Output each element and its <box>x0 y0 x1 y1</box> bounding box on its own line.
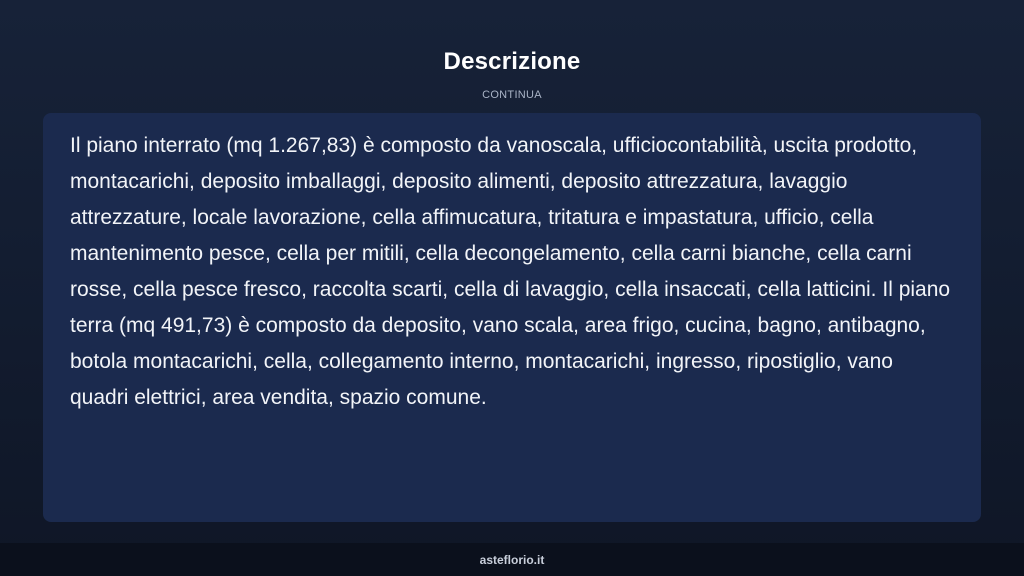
description-card <box>43 113 981 522</box>
description-text: Il piano interrato (mq 1.267,83) è composto da vanoscala, ufficiocontabilità, uscita prodotto, montacarichi, deposito imballaggi, deposito alimenti, deposito attrezzatura, lavaggio attrezzature, locale lavorazione, cella affimucatura, tritatura e impastatura, ufficio, cella mantenimento pesce, cella per mitili, cella decongelamento, cella carni bianche, cella carni rosse, cella pesce fresco, raccolta scarti, cella di lavaggio, cella insaccati, cella latticini. Il piano terra (mq 491,73) è composto da deposito, vano scala, area frigo, cucina, bagno, antibagno, botola montacarichi, cella, collegamento interno, montacarichi, ingresso, ripostiglio, vano quadri elettrici, area vendita, spazio comune. <box>70 134 951 409</box>
continued-label: CONTINUA <box>482 89 542 101</box>
site-name: asteflorio.it <box>479 553 545 567</box>
footer-bar <box>0 543 1024 576</box>
page-title: Descrizione <box>443 48 581 75</box>
